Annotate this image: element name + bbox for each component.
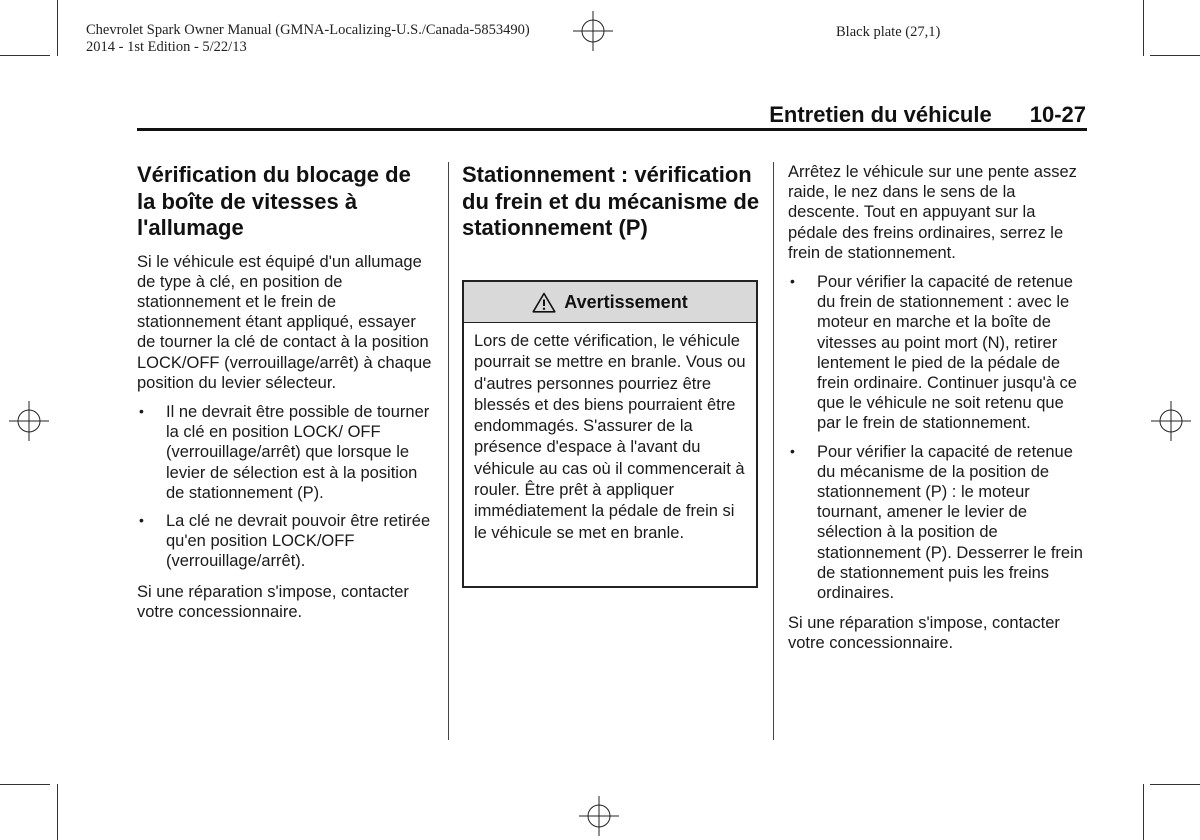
registration-mark-top: [572, 10, 614, 52]
bullet-icon: •: [139, 402, 144, 419]
list-item-text: Il ne devrait être possible de tourner la clé en position LOCK/ OFF (verrouillage/arrêt) que lorsque le levier de sélection est à la position de stationnement (P).: [166, 402, 430, 502]
crop-mark: [0, 784, 50, 785]
warning-header: [464, 282, 756, 323]
warning-box: [462, 280, 758, 588]
black-plate-label: Black plate (27,1): [836, 24, 941, 40]
crop-mark: [57, 0, 58, 56]
list-item: [137, 402, 435, 503]
column-divider: [773, 162, 774, 740]
bullet-list: [137, 402, 435, 572]
right-column: [788, 162, 1086, 663]
section-heading: Vérification du blocage de la boîte de vitesses à l'allumage: [137, 162, 411, 240]
left-column: [137, 162, 435, 631]
warning-title: Avertissement: [564, 291, 688, 312]
list-item-text: Pour vérifier la capacité de retenue du frein de stationnement : avec le moteur en marche et la boîte de vitesses au point mort (N), retirer lentement le pied de la pédale de frein ordinaire. Continuer jusqu'à ce que le véhicule ne soit retenu que par le frein de stationnement.: [817, 273, 1077, 433]
page-number: 10-27: [1029, 102, 1086, 127]
list-item: [137, 511, 435, 572]
registration-mark-right: [1150, 400, 1192, 442]
section-title: Entretien du véhicule: [769, 102, 992, 127]
print-info: [86, 22, 530, 56]
middle-column: [462, 162, 760, 252]
bullet-icon: •: [790, 442, 795, 459]
crop-mark: [57, 784, 58, 840]
registration-mark-left: [8, 400, 50, 442]
crop-mark: [1150, 55, 1200, 56]
section-heading: Stationnement : vérification du frein et du mécanisme de stationnement (P): [462, 162, 760, 240]
list-item: [788, 442, 1086, 604]
paragraph: Si une réparation s'impose, contacter votre concessionnaire.: [137, 582, 409, 621]
paragraph: Si une réparation s'impose, contacter votre concessionnaire.: [788, 614, 1060, 653]
header-rule: [137, 128, 1087, 131]
crop-mark: [1143, 0, 1144, 56]
column-divider: [448, 162, 449, 740]
crop-mark: [1150, 784, 1200, 785]
bullet-list: [788, 272, 1086, 603]
list-item: [788, 272, 1086, 434]
registration-mark-bottom: [578, 795, 620, 837]
print-info-title: Chevrolet Spark Owner Manual (GMNA-Localizing-U.S./Canada-5853490): [86, 22, 530, 38]
bullet-icon: •: [139, 511, 144, 528]
print-info-edition: 2014 - 1st Edition - 5/22/13: [86, 39, 247, 55]
crop-mark: [1143, 784, 1144, 840]
running-header: [769, 102, 1086, 128]
warning-triangle-icon: [532, 292, 556, 313]
list-item-text: Pour vérifier la capacité de retenue du mécanisme de la position de stationnement (P) : le moteur tournant, amener le levier de sélection à la position de stationnement (P). Desserrer le frein de stationnement puis les freins ordinaires.: [817, 442, 1083, 603]
crop-mark: [0, 55, 50, 56]
paragraph: Arrêtez le véhicule sur une pente assez raide, le nez dans le sens de la descente. Tout en appuyant sur la pédale des freins ordinaires, serrez le frein de stationnement.: [788, 163, 1077, 262]
bullet-icon: •: [790, 273, 795, 290]
warning-text: Lors de cette vérification, le véhicule pourrait se mettre en branle. Vous ou d'autres personnes pourriez être blessés et des biens pourraient être endommagés. S'assurer de la présence d'espace à l'avant du véhicule au cas où il commencerait à rouler. Être prêt à appliquer immédiatement la pédale de frein si le véhicule se met en branle.: [474, 332, 746, 542]
paragraph: Si le véhicule est équipé d'un allumage de type à clé, en position de stationnement et le frein de stationnement étant appliqué, essayer de tourner la clé de contact à la position LOCK/OFF (verrouillage/arrêt) à chaque position du levier sélecteur.: [137, 252, 432, 392]
list-item-text: La clé ne devrait pouvoir être retirée qu'en position LOCK/OFF (verrouillage/arrêt).: [166, 511, 431, 571]
